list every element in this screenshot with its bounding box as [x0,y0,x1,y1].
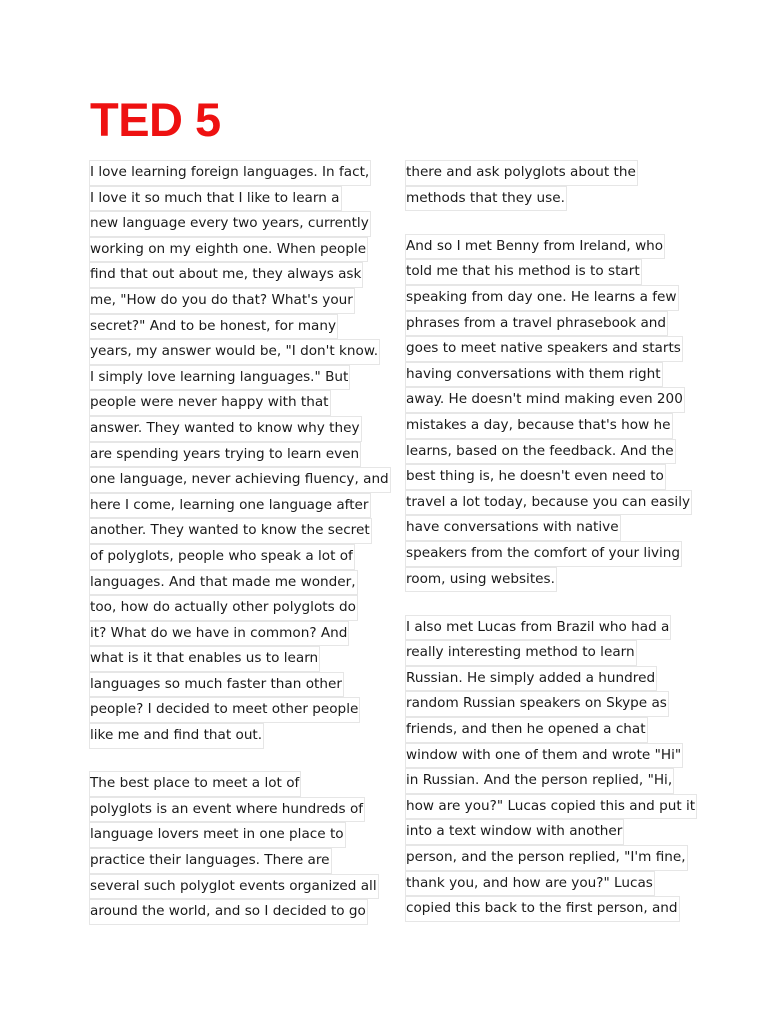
text-line: learns, based on the feedback. And the [405,439,676,465]
text-line: several such polyglot events organized all [89,874,379,900]
text-line: Russian. He simply added a hundred [405,666,657,692]
text-line: friends, and then he opened a chat [405,717,648,743]
paragraph [406,615,696,922]
paragraph-gap [406,592,691,615]
text-line: new language every two years, currently [89,211,371,237]
text-line: have conversations with native [405,515,621,541]
paragraph-gap [406,211,691,234]
text-line: goes to meet native speakers and starts [405,336,683,362]
text-line: travel a lot today, because you can easily [405,490,692,516]
text-line: random Russian speakers on Skype as [405,691,669,717]
text-line: there and ask polyglots about the [405,160,638,186]
text-line: here I come, learning one language after [89,493,371,519]
text-line: secret?" And to be honest, for many [89,314,338,340]
text-line: into a text window with another [405,819,624,845]
text-line: answer. They wanted to know why they [89,416,362,442]
text-line: languages so much faster than other [89,672,344,698]
text-line: speaking from day one. He learns a few [405,285,679,311]
text-line: working on my eighth one. When people [89,237,368,263]
text-line: languages. And that made me wonder, [89,570,358,596]
text-line: one language, never achieving fluency, and [89,467,391,493]
text-line: find that out about me, they always ask [89,262,363,288]
text-line: are spending years trying to learn even [89,442,361,468]
text-line: room, using websites. [405,567,557,593]
text-line: really interesting method to learn [405,640,637,666]
right-column [406,160,696,922]
text-line: I love it so much that I like to learn a [89,186,342,212]
text-line: me, "How do you do that? What's your [89,288,355,314]
text-line: And so I met Benny from Ireland, who [405,234,665,260]
text-line: The best place to meet a lot of [89,771,301,797]
text-line: how are you?" Lucas copied this and put it [405,794,697,820]
text-line: it? What do we have in common? And [89,621,349,647]
paragraph [90,160,389,749]
text-line: person, and the person replied, "I'm fine, [405,845,688,871]
text-line: speakers from the comfort of your living [405,541,682,567]
text-line: window with one of them and wrote "Hi" [405,743,683,769]
text-line: what is it that enables us to learn [89,646,320,672]
text-line: told me that his method is to start [405,259,642,285]
text-line: I love learning foreign languages. In fact, [89,160,371,186]
paragraph [406,160,691,211]
text-line: away. He doesn't mind making even 200 [405,387,685,413]
text-line: like me and find that out. [89,723,264,749]
paragraph [90,771,377,925]
text-line: polyglots is an event where hundreds of [89,797,365,823]
text-line: having conversations with them right [405,362,663,388]
text-line: mistakes a day, because that's how he [405,413,673,439]
text-line: people? I decided to meet other people [89,697,360,723]
paragraph-gap [90,749,365,772]
text-line: phrases from a travel phrasebook and [405,311,668,337]
text-line: years, my answer would be, "I don't know. [89,339,380,365]
text-line: people were never happy with that [89,390,331,416]
page-title: TED 5 [90,93,221,146]
text-line: around the world, and so I decided to go [89,899,368,925]
text-line: practice their languages. There are [89,848,332,874]
text-line: in Russian. And the person replied, "Hi, [405,768,674,794]
text-line: I also met Lucas from Brazil who had a [405,615,671,641]
text-line: best thing is, he doesn't even need to [405,464,666,490]
paragraph [406,234,691,592]
text-line: too, how do actually other polyglots do [89,595,358,621]
text-line: thank you, and how are you?" Lucas [405,871,655,897]
text-line: another. They wanted to know the secret [89,518,372,544]
text-line: I simply love learning languages." But [89,365,350,391]
text-line: of polyglots, people who speak a lot of [89,544,355,570]
text-line: methods that they use. [405,186,567,212]
text-line: language lovers meet in one place to [89,822,346,848]
text-line: copied this back to the first person, and [405,896,680,922]
left-column [90,160,389,925]
